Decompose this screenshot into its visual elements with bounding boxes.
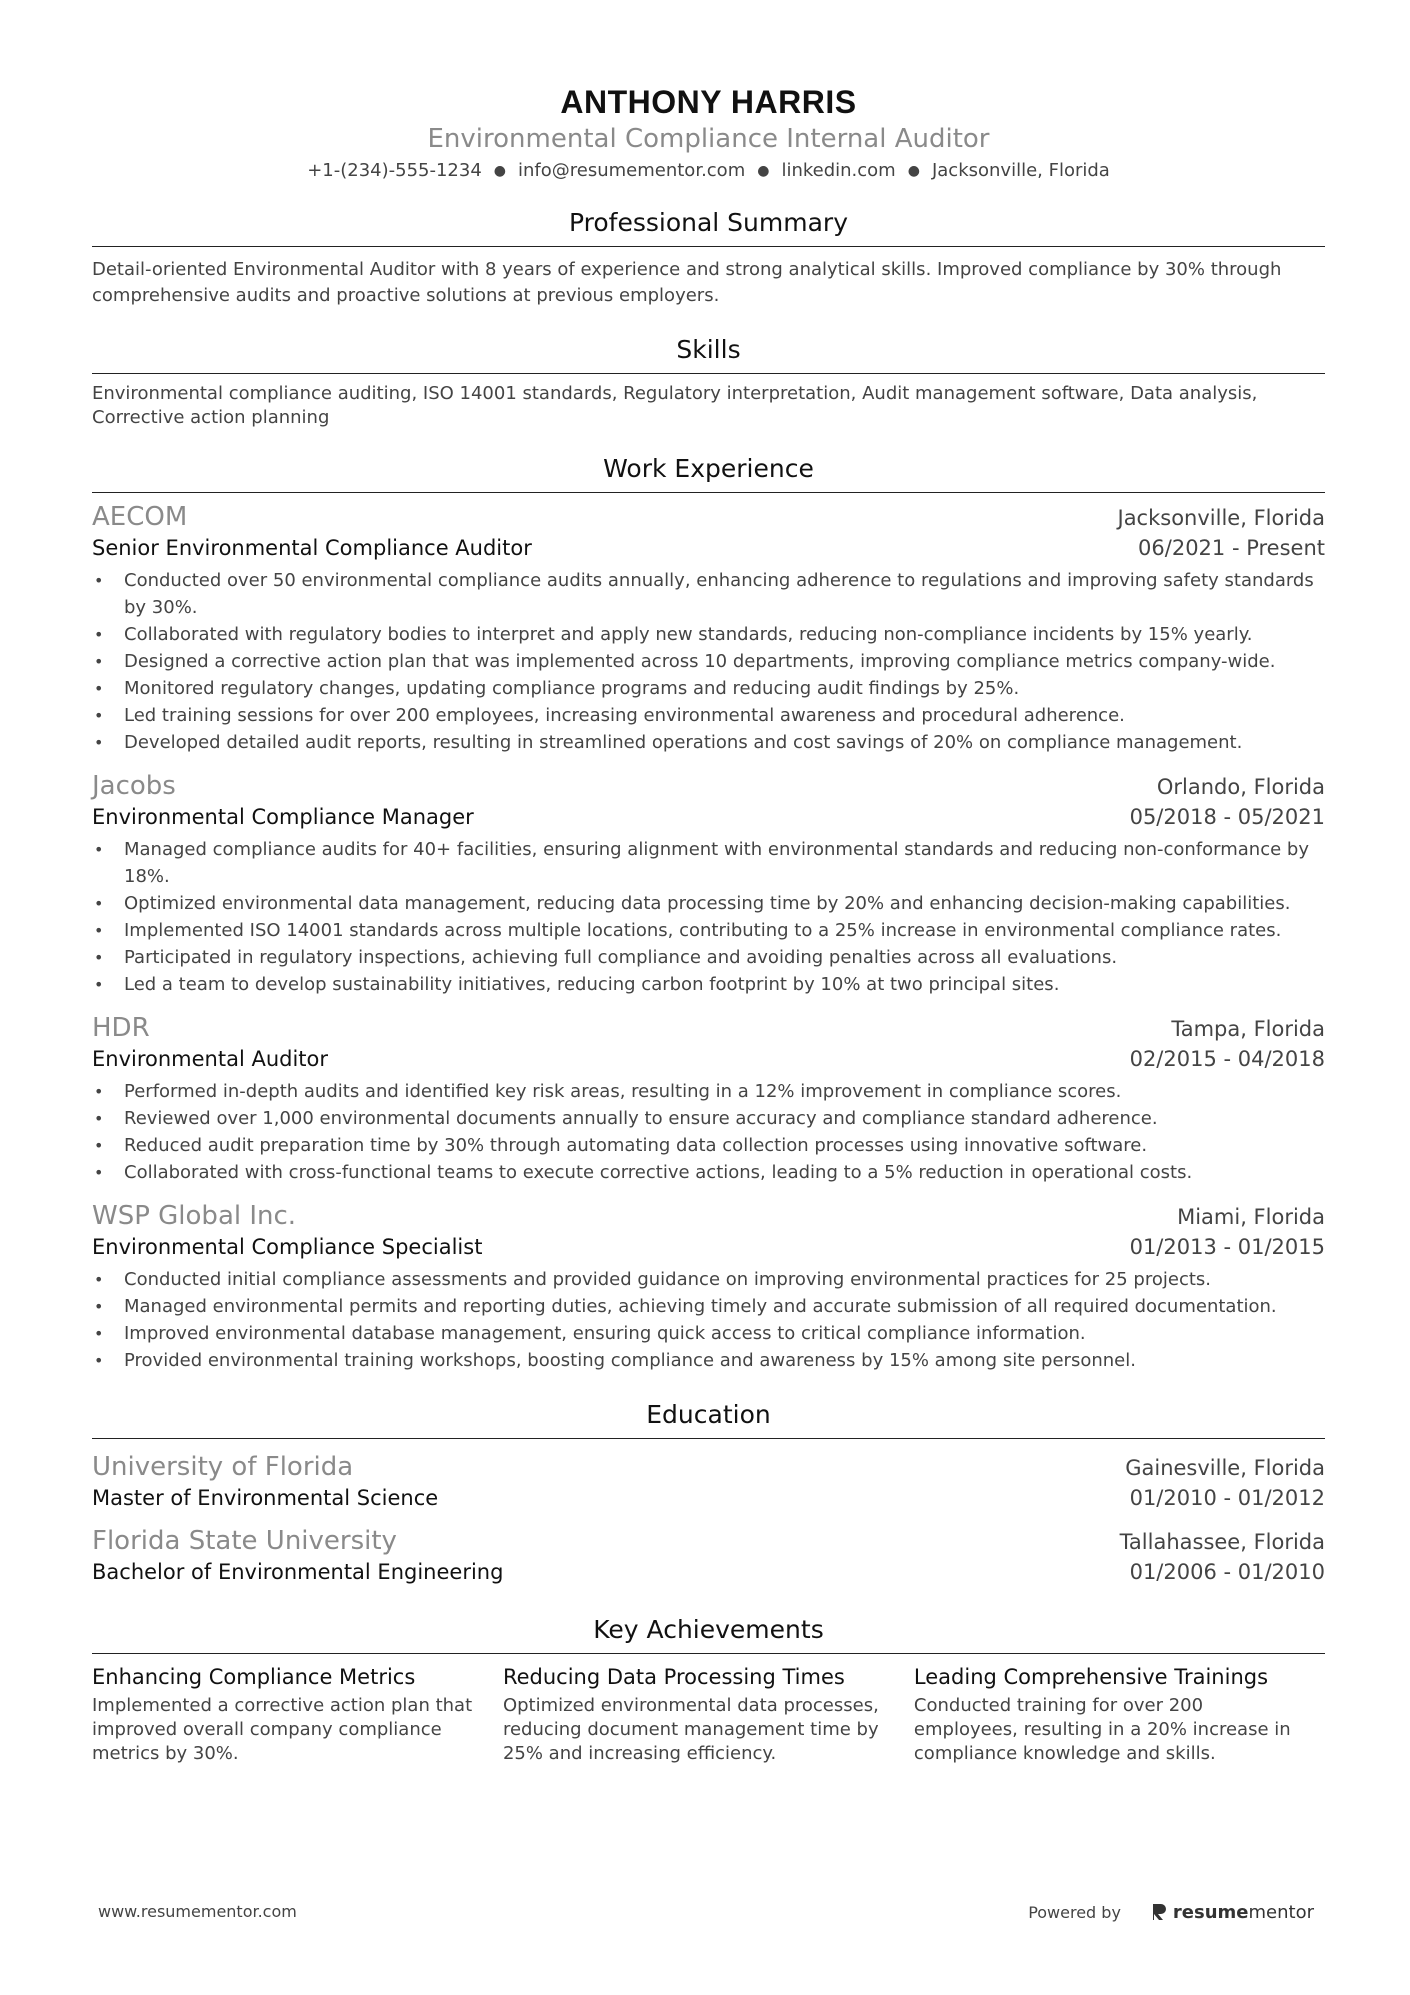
achievement-item <box>914 1662 1325 1766</box>
achievement-desc: Implemented a corrective action plan that improved overall company compliance metrics by 30%. <box>92 1695 473 1764</box>
education-location: Gainesville, Florida <box>1125 1456 1325 1480</box>
summary-text: Detail-oriented Environmental Auditor with 8 years of experience and strong analytical skills. Improved compliance by 30% through comprehensive audits and proactive solutions at previous employers. <box>92 259 1282 306</box>
footer-url[interactable]: www.resumementor.com <box>98 1902 297 1921</box>
job-entry <box>92 1200 1325 1374</box>
job-bullet: • Collaborated with regulatory bodies to interpret and apply new standards, reducing non-compliance incidents by 15% yearly. <box>92 621 1325 648</box>
job-bullet: • Collaborated with cross-functional teams to execute corrective actions, leading to a 5% reduction in operational costs. <box>92 1159 1325 1186</box>
brand-name-bold: resume <box>1172 1901 1249 1923</box>
education-entry <box>92 1451 1325 1513</box>
job-dates: 06/2021 - Present <box>1138 536 1325 560</box>
job-bullet: • Improved environmental database management, ensuring quick access to critical compliance information. <box>92 1320 1325 1347</box>
job-role: Environmental Auditor <box>92 1047 329 1071</box>
candidate-name: ANTHONY HARRIS <box>560 84 857 120</box>
job-bullet: • Reviewed over 1,000 environmental documents annually to ensure accuracy and compliance standard adherence. <box>92 1105 1325 1132</box>
job-entry <box>92 501 1325 756</box>
education-section <box>92 1398 1325 1587</box>
job-bullet: • Performed in-depth audits and identified key risk areas, resulting in a 12% improvement in compliance scores. <box>92 1078 1325 1105</box>
job-location: Tampa, Florida <box>1171 1017 1325 1041</box>
job-bullets <box>92 567 1325 756</box>
job-company: HDR <box>92 1013 150 1043</box>
job-role: Environmental Compliance Manager <box>92 805 474 829</box>
powered-by-label: Powered by <box>1028 1902 1121 1922</box>
job-dates: 02/2015 - 04/2018 <box>1129 1047 1325 1071</box>
job-dates: 01/2013 - 01/2015 <box>1129 1235 1325 1259</box>
section-title-education: Education <box>92 1398 1325 1439</box>
contact-phone: +1-(234)-555-1234 <box>307 160 482 181</box>
job-entry <box>92 1012 1325 1186</box>
education-school: Florida State University <box>92 1526 397 1556</box>
job-location: Jacksonville, Florida <box>1117 506 1325 530</box>
job-role: Environmental Compliance Specialist <box>92 1235 483 1259</box>
education-dates: 01/2010 - 01/2012 <box>1129 1486 1325 1510</box>
experience-section <box>92 452 1325 1374</box>
candidate-title: Environmental Compliance Internal Auditor <box>427 124 990 154</box>
education-degree: Bachelor of Environmental Engineering <box>92 1560 504 1584</box>
skills-text: Environmental compliance auditing, ISO 14001 standards, Regulatory interpretation, Audit management software, Data analysis, Corrective action planning <box>92 383 1258 428</box>
section-title-experience: Work Experience <box>92 452 1325 493</box>
separator-dot-icon: ● <box>907 163 920 179</box>
achievement-desc: Optimized environmental data processes, reducing document management time by 25% and increasing efficiency. <box>502 1695 879 1764</box>
job-bullet: • Monitored regulatory changes, updating compliance programs and reducing audit findings by 25%. <box>92 675 1325 702</box>
education-location: Tallahassee, Florida <box>1119 1530 1325 1554</box>
job-bullet: • Optimized environmental data management, reducing data processing time by 20% and enhancing decision-making capabilities. <box>92 890 1325 917</box>
job-bullet: • Reduced audit preparation time by 30% through automating data collection processes using innovative software. <box>92 1132 1325 1159</box>
page-footer <box>0 1898 1410 1928</box>
job-entry <box>92 770 1325 998</box>
education-entry <box>92 1525 1325 1587</box>
job-company: AECOM <box>92 502 188 532</box>
contact-email[interactable]: info@resumementor.com <box>518 160 746 181</box>
job-bullets <box>92 1266 1325 1374</box>
achievement-title: Enhancing Compliance Metrics <box>92 1665 416 1689</box>
footer-branding <box>1028 1898 1314 1926</box>
brand-logo[interactable] <box>1151 1902 1314 1923</box>
job-bullets <box>92 836 1325 998</box>
contact-linkedin[interactable]: linkedin.com <box>781 160 896 181</box>
section-title-summary: Professional Summary <box>92 206 1325 247</box>
resumementor-logo-icon <box>1151 1902 1167 1922</box>
achievements-grid <box>92 1662 1325 1766</box>
job-bullet: • Conducted initial compliance assessments and provided guidance on improving environmental practices for 25 projects. <box>92 1266 1325 1293</box>
education-degree: Master of Environmental Science <box>92 1486 439 1510</box>
job-location: Orlando, Florida <box>1156 775 1325 799</box>
job-bullet: • Managed compliance audits for 40+ facilities, ensuring alignment with environmental standards and reducing non-conformance by 18%. <box>92 836 1325 890</box>
section-title-achievements: Key Achievements <box>92 1613 1325 1654</box>
job-bullet: • Led a team to develop sustainability initiatives, reducing carbon footprint by 10% at two principal sites. <box>92 971 1325 998</box>
job-bullets <box>92 1078 1325 1186</box>
skills-section <box>92 333 1325 430</box>
contact-location: Jacksonville, Florida <box>931 160 1110 181</box>
section-title-skills: Skills <box>92 333 1325 374</box>
achievement-title: Reducing Data Processing Times <box>502 1665 845 1689</box>
job-bullet: • Managed environmental permits and reporting duties, achieving timely and accurate submission of all required documentation. <box>92 1293 1325 1320</box>
job-bullet: • Conducted over 50 environmental compliance audits annually, enhancing adherence to regulations and improving safety standards by 30%. <box>92 567 1325 621</box>
job-role: Senior Environmental Compliance Auditor <box>92 536 532 560</box>
achievement-title: Leading Comprehensive Trainings <box>913 1665 1269 1689</box>
job-bullet: • Led training sessions for over 200 employees, increasing environmental awareness and procedural adherence. <box>92 702 1325 729</box>
job-bullet: • Developed detailed audit reports, resulting in streamlined operations and cost savings of 20% on compliance management. <box>92 729 1325 756</box>
achievement-desc: Conducted training for over 200 employees, resulting in a 20% increase in compliance knowledge and skills. <box>913 1695 1291 1764</box>
brand-name-light: mentor <box>1248 1901 1314 1923</box>
job-bullet: • Implemented ISO 14001 standards across multiple locations, contributing to a 25% increase in environmental compliance rates. <box>92 917 1325 944</box>
summary-section <box>92 206 1325 309</box>
job-bullet: • Participated in regulatory inspections, achieving full compliance and avoiding penalties across all evaluations. <box>92 944 1325 971</box>
job-bullet: • Provided environmental training workshops, boosting compliance and awareness by 15% among site personnel. <box>92 1347 1325 1374</box>
job-company: Jacobs <box>92 771 176 801</box>
job-bullet: • Designed a corrective action plan that was implemented across 10 departments, improving compliance metrics company-wide. <box>92 648 1325 675</box>
education-dates: 01/2006 - 01/2010 <box>1129 1560 1325 1584</box>
achievements-section <box>92 1613 1325 1766</box>
job-company: WSP Global Inc. <box>92 1201 297 1231</box>
job-location: Miami, Florida <box>1177 1205 1325 1229</box>
contact-line <box>92 158 1325 184</box>
separator-dot-icon: ● <box>757 163 770 179</box>
job-dates: 05/2018 - 05/2021 <box>1129 805 1325 829</box>
education-school: University of Florida <box>92 1452 354 1482</box>
achievement-item <box>92 1662 503 1766</box>
achievement-item <box>503 1662 914 1766</box>
resume-page <box>92 0 1325 1766</box>
resume-header <box>92 0 1325 184</box>
separator-dot-icon: ● <box>493 163 506 179</box>
